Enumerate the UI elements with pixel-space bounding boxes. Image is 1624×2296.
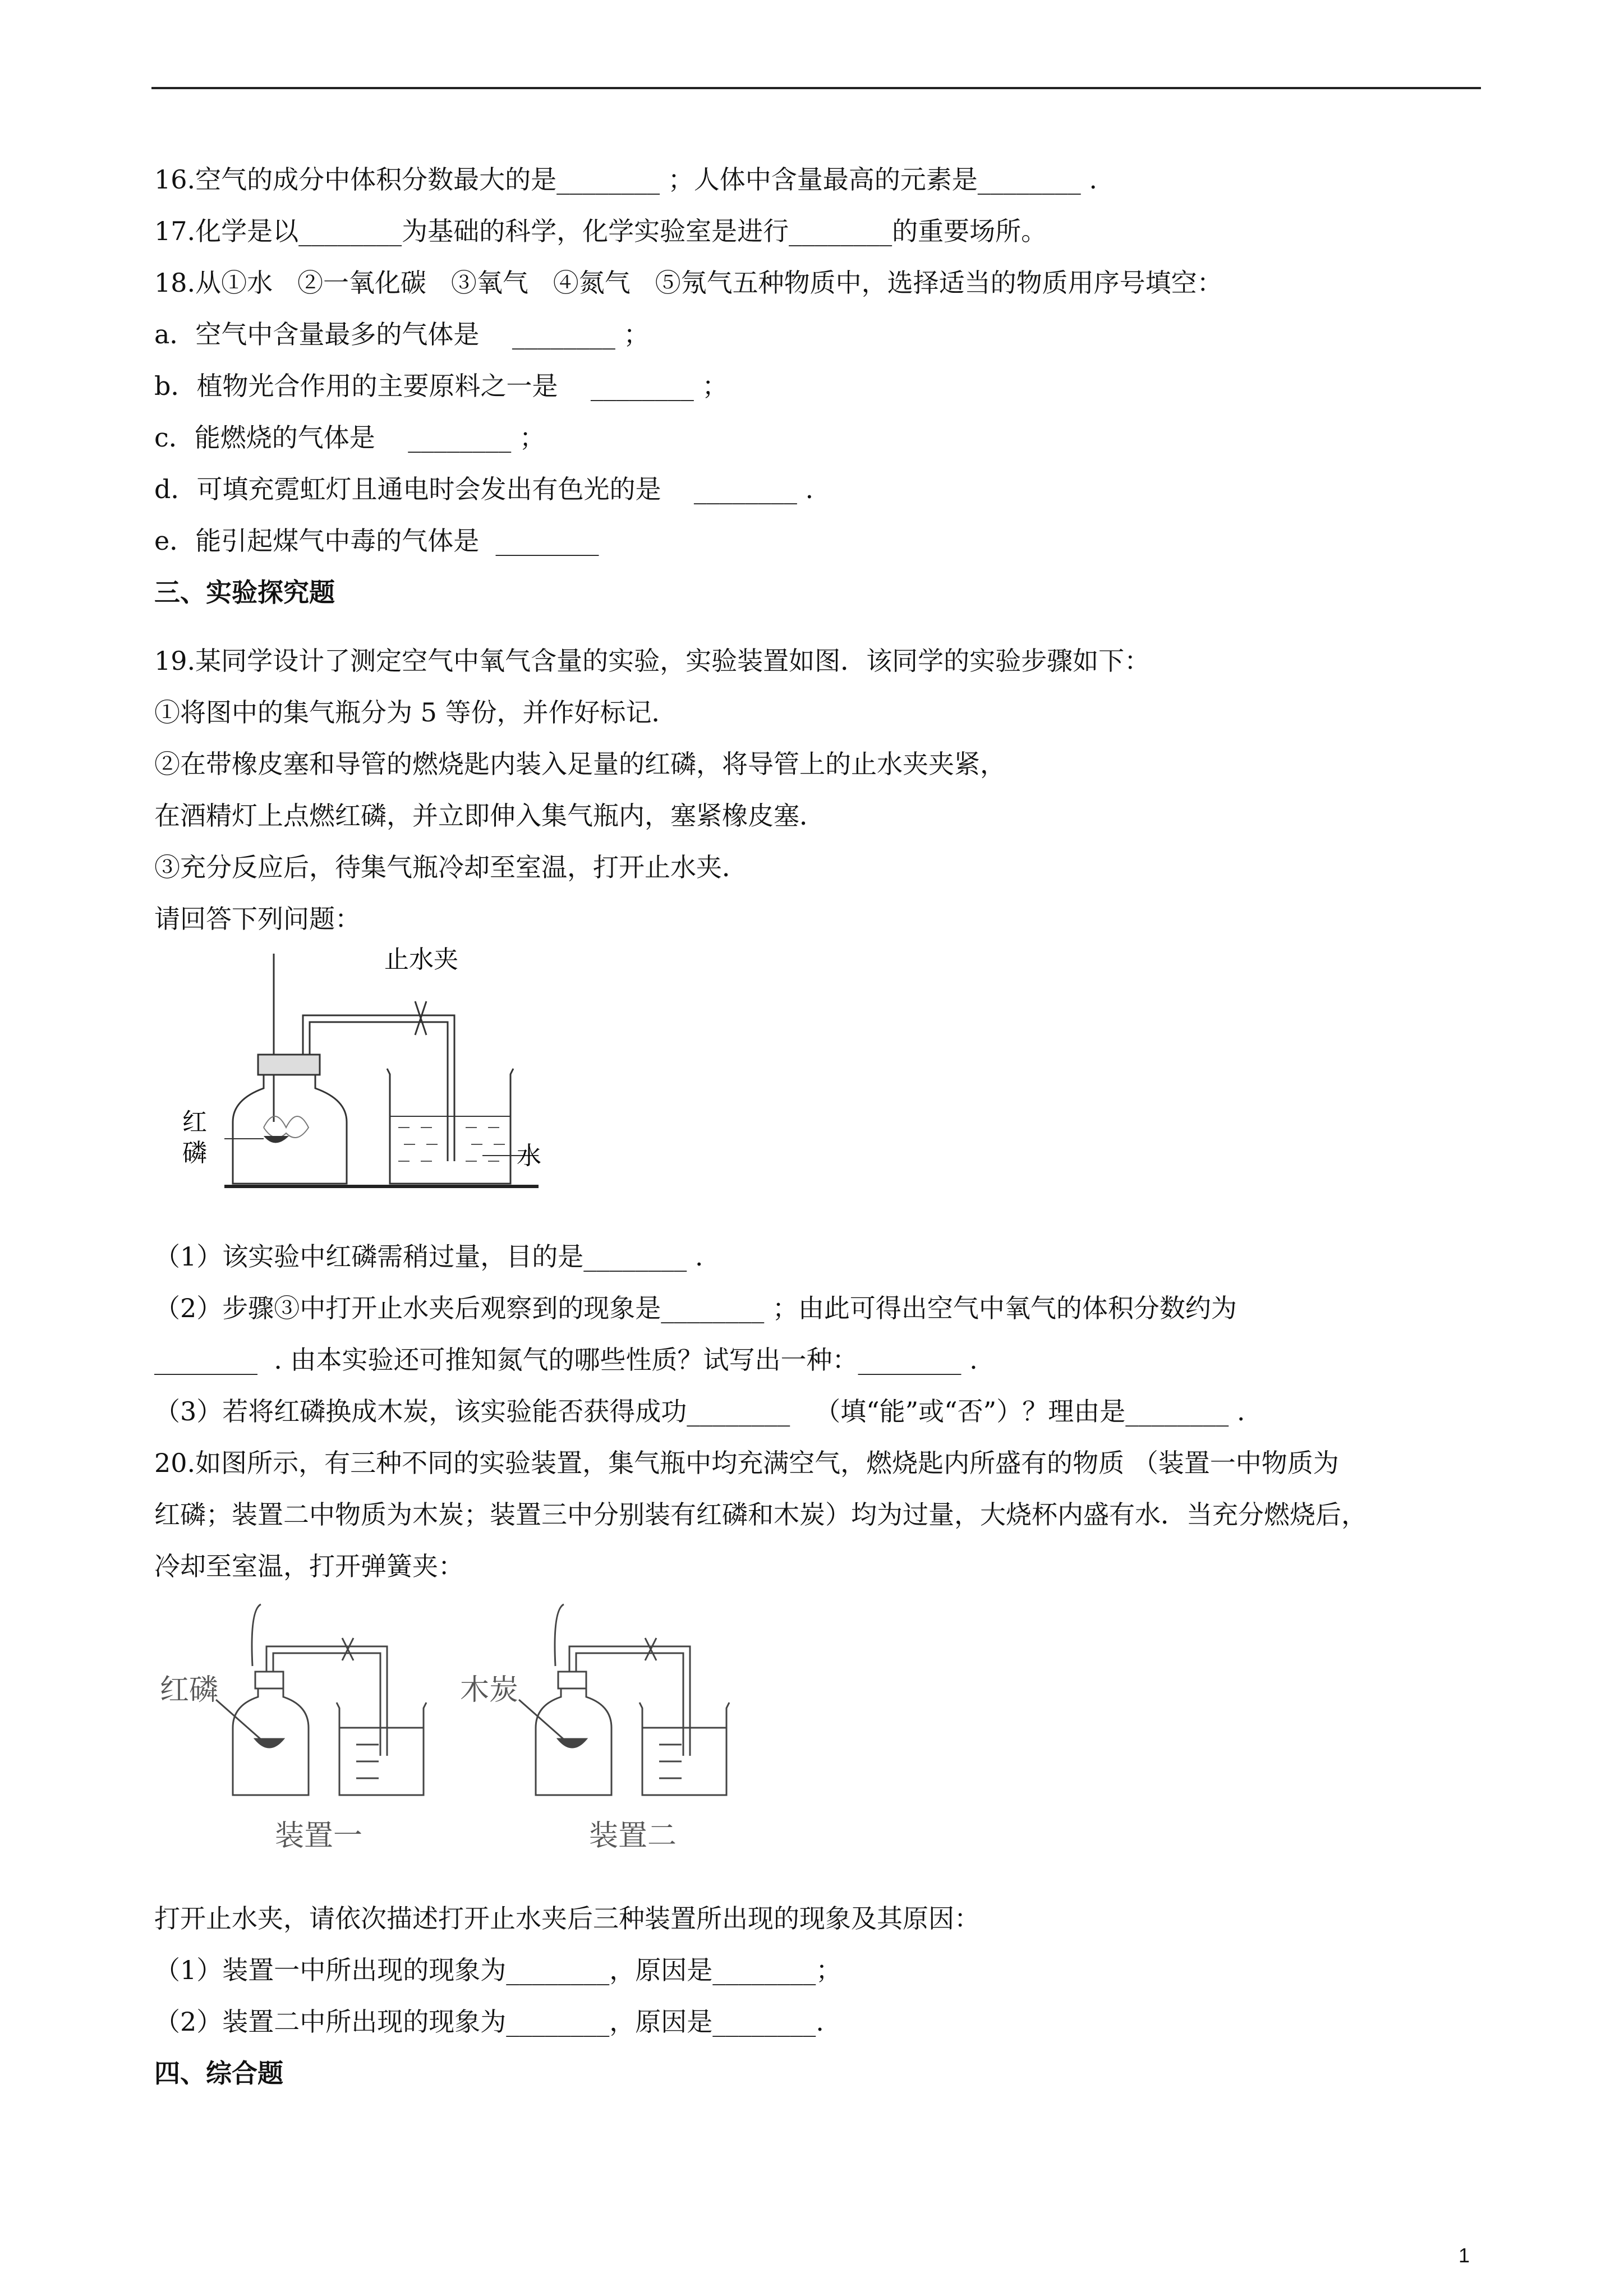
question-18-b: b．植物光合作用的主要原料之一是 ________ ； (154, 371, 728, 401)
question-19-step1: ①将图中的集气瓶分为 5 等份，并作好标记． (154, 697, 678, 728)
clamp-label: 止水夹 (384, 945, 458, 974)
beaker (387, 1069, 513, 1184)
question-19-stem: 19.某同学设计了测定空气中氧气含量的实验，实验装置如图．该同学的实验步骤如下： (154, 646, 1151, 676)
figure-two-apparatus (154, 1599, 743, 1879)
clamp-icon (415, 1001, 426, 1035)
question-18-d: d．可填充霓虹灯且通电时会发出有色光的是 ________ . (154, 474, 814, 504)
question-19-part2a: （2）步骤③中打开止水夹后观察到的现象是________ ；由此可得出空气中氧气的体积分数约为 (154, 1293, 1237, 1323)
question-20-open: 打开止水夹，请依次描述打开止水夹后三种装置所出现的现象及其原因： (154, 1903, 980, 1934)
gas-bottle (233, 1075, 347, 1184)
caption-apparatus-2: 装置二 (589, 1819, 677, 1853)
question-19-step3: ③充分反应后，待集气瓶冷却至室温，打开止水夹． (154, 852, 748, 882)
question-20-stem3: 冷却至室温，打开弹簧夹： (154, 1551, 464, 1581)
question-17: 17.化学是以________为基础的科学，化学实验室是进行________的重要场所。 (154, 216, 1047, 246)
question-18-stem: 18.从①水 ②一氧化碳 ③氧气 ④氮气 ⑤氖气五种物质中，选择适当的物质用序号填空： (154, 268, 1223, 298)
glass-tube (303, 1015, 454, 1161)
question-20-stem2: 红磷；装置二中物质为木炭；装置三中分别装有红磷和木炭）均为过量，大烧杯内盛有水．当充分燃烧后， (154, 1499, 1367, 1530)
question-19-part2b: ________ . 由本实验还可推知氮气的哪些性质？试写出一种：________ . (154, 1345, 978, 1375)
question-18-a: a．空气中含量最多的气体是 ________ ； (154, 319, 650, 349)
question-18-e: e．能引起煤气中毒的气体是 ________ (154, 526, 599, 556)
question-19-prompt: 请回答下列问题： (154, 904, 361, 934)
section-heading-4: 四、综合题 (154, 2058, 283, 2088)
smoke-swirl (264, 1116, 309, 1138)
label-charcoal: 木炭 (460, 1673, 519, 1707)
apparatus-2 (519, 1604, 729, 1795)
combustion-spoon (264, 1136, 289, 1143)
apparatus-1 (216, 1604, 426, 1795)
page-number: 1 (1459, 2244, 1470, 2267)
rubber-stopper (258, 1055, 320, 1075)
caption-apparatus-1: 装置一 (275, 1819, 363, 1853)
question-18-c: c．能燃烧的气体是 ________ ； (154, 422, 545, 453)
phosphorus-label-1: 红 (182, 1108, 207, 1137)
section-heading-3: 三、实验探究题 (154, 577, 335, 608)
label-red-phosphorus: 红磷 (160, 1673, 219, 1707)
question-19-part1: （1）该实验中红磷需稍过量，目的是________ . (154, 1241, 703, 1272)
question-20-part2: （2）装置二中所出现的现象为________，原因是________. (154, 2007, 824, 2037)
question-19-step2b: 在酒精灯上点燃红磷，并立即伸入集气瓶内，塞紧橡皮塞． (154, 800, 825, 831)
figure-oxygen-apparatus (168, 942, 550, 1195)
question-19-step2a: ②在带橡皮塞和导管的燃烧匙内装入足量的红磷，将导管上的止水夹夹紧， (154, 749, 1006, 779)
question-20-part1: （1）装置一中所出现的现象为________，原因是________； (154, 1955, 842, 1985)
question-16: 16.空气的成分中体积分数最大的是________ ；人体中含量最高的元素是________ . (154, 164, 1098, 195)
question-20-stem1: 20.如图所示，有三种不同的实验装置，集气瓶中均充满空气，燃烧匙内所盛有的物质 （装置一中物质为 (154, 1448, 1339, 1478)
header-rule (151, 87, 1481, 89)
water-label: 水 (517, 1142, 541, 1170)
question-19-part3: （3）若将红磷换成木炭，该实验能否获得成功________ （填“能”或“否”）？理由是________ . (154, 1396, 1245, 1427)
phosphorus-label-2: 磷 (182, 1139, 207, 1167)
